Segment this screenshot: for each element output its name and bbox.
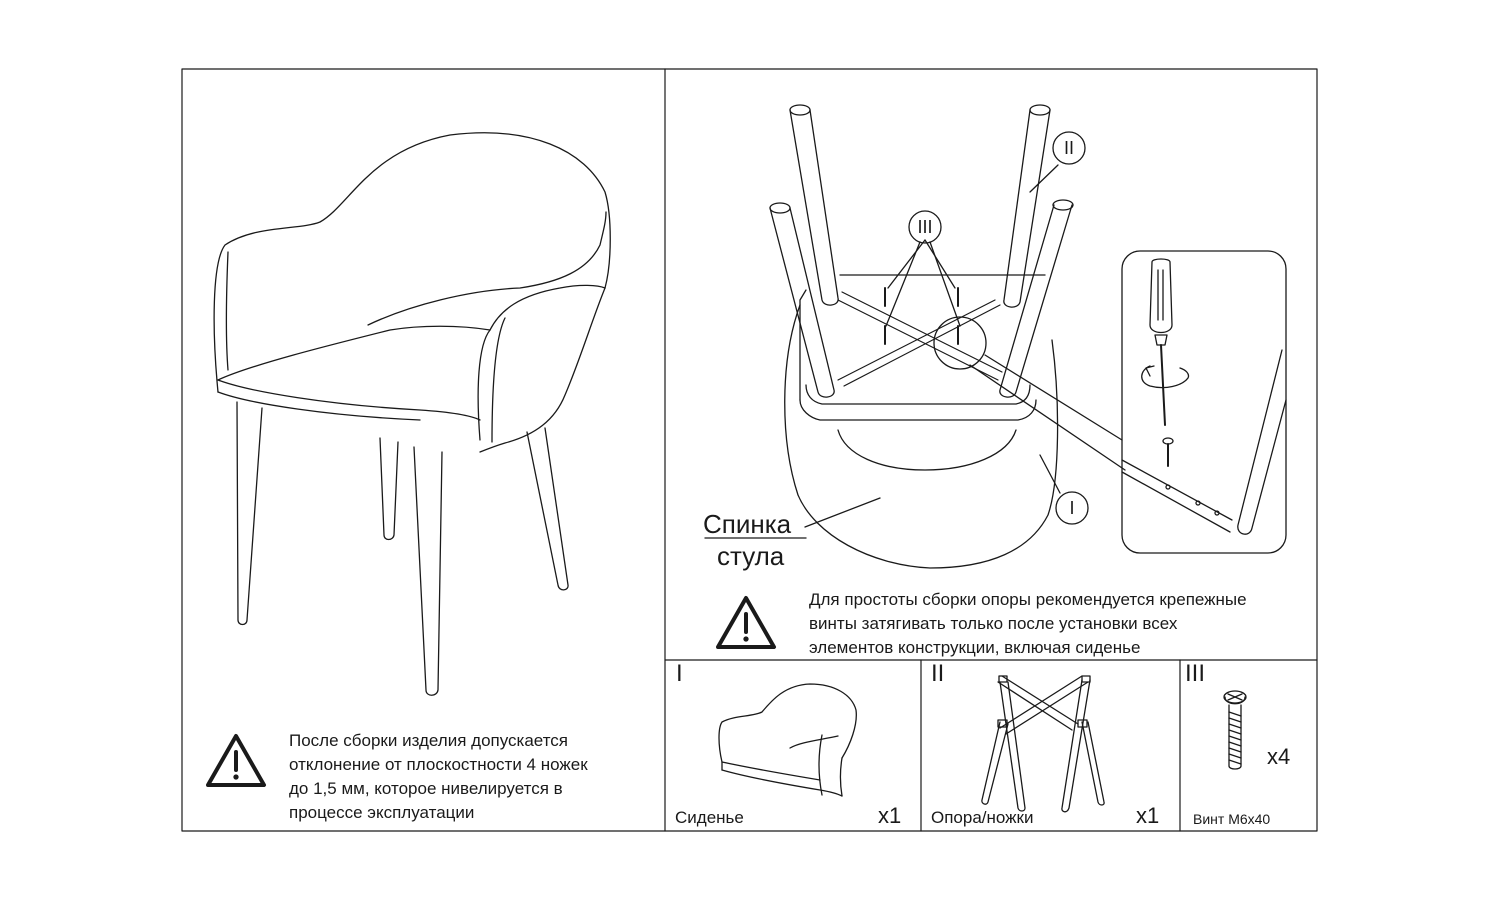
right-note-line: Для простоты сборки опоры рекомендуется крепежные (809, 590, 1247, 609)
chair-back-label (703, 508, 791, 572)
part-seat-name: Сиденье (675, 808, 744, 827)
chair-back-label-line: Спинка (703, 509, 792, 539)
right-note-line: элементов конструкции, включая сиденье (809, 638, 1141, 657)
callout-seat-label: I (1069, 498, 1075, 518)
callout-screws-label: III (917, 217, 933, 237)
part-screw-numeral: III (1185, 660, 1206, 687)
inset-screw (1163, 438, 1173, 466)
left-assembly-note (289, 729, 588, 825)
part-screw-quantity: x4 (1267, 744, 1291, 769)
callout-legs-label: II (1063, 138, 1074, 158)
warning-triangle-icon (718, 598, 774, 647)
part-legs-numeral: II (931, 660, 945, 687)
seat-part-illustration (719, 684, 856, 796)
left-note-line: После сборки изделия допускается (289, 731, 568, 750)
rotate-arrow-icon (1142, 366, 1189, 388)
right-assembly-note (809, 588, 1247, 660)
screwdriver-icon (1150, 259, 1172, 425)
warning-triangle-icon (208, 736, 264, 785)
left-note-line: процессе эксплуатации (289, 803, 475, 822)
part-screw-name: Винт М6х40 (1193, 811, 1271, 827)
screwdriver-detail-inset (1122, 251, 1286, 553)
left-note-line: до 1,5 мм, которое нивелируется в (289, 779, 563, 798)
screw-icon (1224, 691, 1246, 769)
part-legs-quantity: x1 (1136, 803, 1160, 828)
part-legs-name: Опора/ножки (931, 808, 1034, 827)
right-note-line: винты затягивать только после установки всех (809, 614, 1178, 633)
left-note-line: отклонение от плоскостности 4 ножек (289, 755, 588, 774)
part-seat-quantity: x1 (878, 803, 902, 828)
assembled-chair-illustration (214, 133, 610, 695)
sheet-frame (182, 69, 1317, 831)
part-seat-numeral: I (676, 660, 683, 687)
chair-back-label-line: стула (717, 541, 785, 571)
legs-part-illustration (982, 676, 1104, 812)
